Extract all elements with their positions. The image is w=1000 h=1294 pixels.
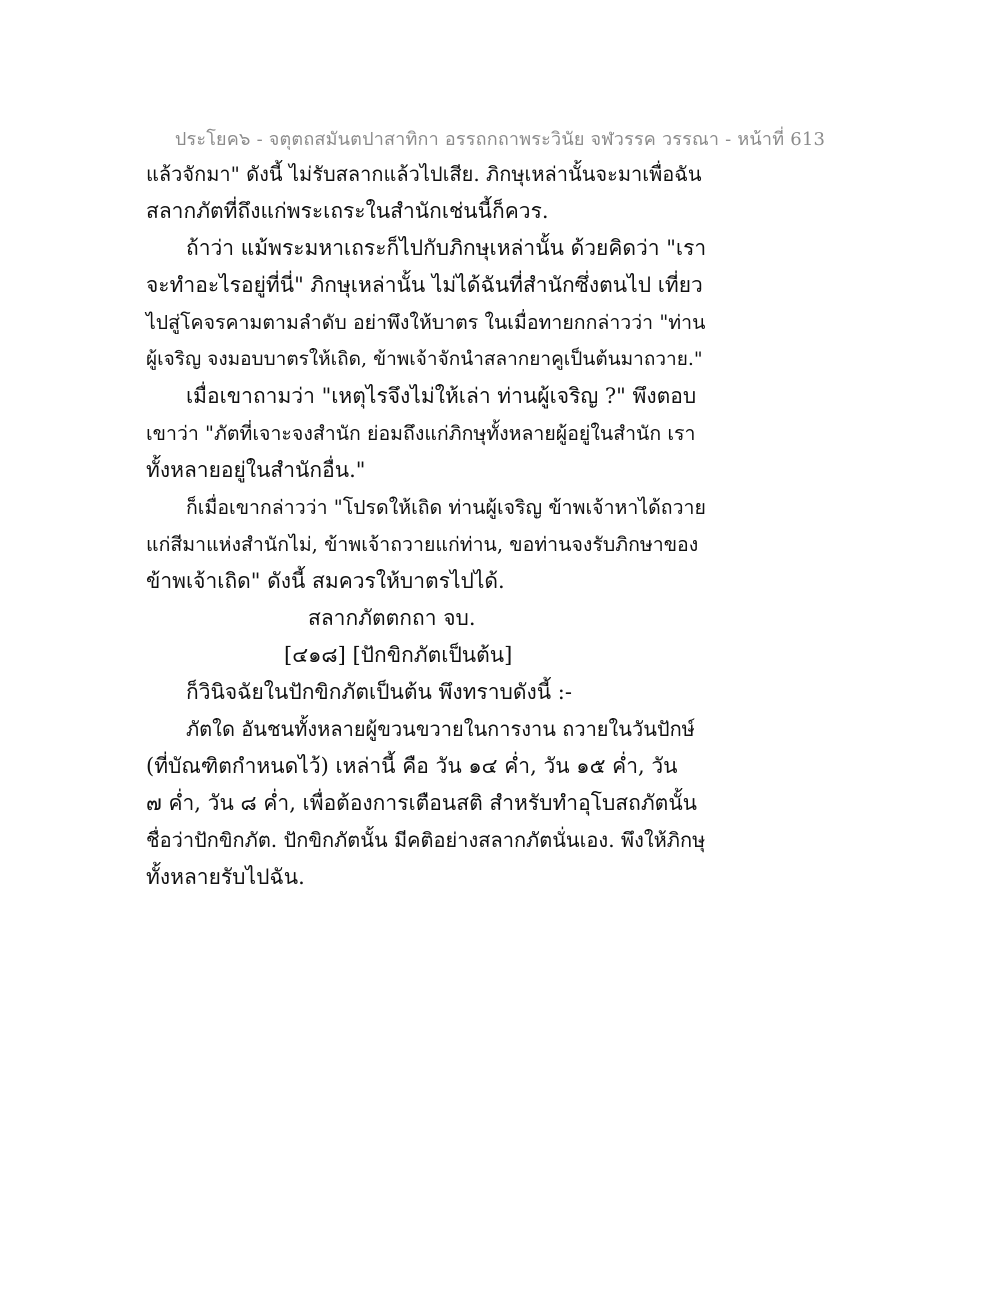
text-line: ผู้เจริญ จงมอบบาตรให้เถิด, ข้าพเจ้าจักนำสลากยาคูเป็นต้นมาถวาย." (146, 348, 703, 370)
text-line: ไปสู่โคจรคามตามลำดับ อย่าพึงให้บาตร ในเมื่อทายกกล่าวว่า "ท่าน (146, 311, 706, 334)
text-line: (ที่บัณฑิตกำหนดไว้) เหล่านี้ คือ วัน ๑๔ ค่ำ, วัน ๑๕ ค่ำ, วัน (146, 754, 678, 778)
text-line: จะทำอะไรอยู่ที่นี่" ภิกษุเหล่านั้น ไม่ได้ฉันที่สำนักซึ่งตนไป เที่ยว (146, 273, 703, 297)
section-end-label: สลากภัตตกถา จบ. (308, 606, 476, 630)
page-header: ประโยค๖ - จตุตถสมันตปาสาทิกา อรรถกถาพระวินัย จฬวรรค วรรณา - หน้าที่ 613 (174, 129, 826, 150)
paragraph-first-line: ก็วินิจฉัยในปักขิกภัตเป็นต้น พึงทราบดังนี้ :- (186, 680, 572, 704)
text-line: ชื่อว่าปักขิกภัต. ปักขิกภัตนั้น มีคติอย่างสลากภัตนั่นเอง. พึงให้ภิกษุ (146, 828, 706, 852)
paragraph-first-line: เมื่อเขาถามว่า "เหตุไรจึงไม่ให้เล่า ท่านผู้เจริญ ?" พึงตอบ (186, 384, 697, 408)
text-line: เขาว่า "ภัตที่เจาะจงสำนัก ย่อมถึงแก่ภิกษุทั้งหลายผู้อยู่ในสำนัก เรา (146, 422, 696, 445)
body-text (146, 156, 706, 896)
text-line: สลากภัตที่ถึงแก่พระเถระในสำนักเช่นนี้ก็ควร. (146, 199, 549, 223)
paragraph-first-line: ก็เมื่อเขากล่าวว่า "โปรดให้เถิด ท่านผู้เจริญ ข้าพเจ้าหาได้ถวาย (186, 496, 706, 519)
section-heading: [๔๑๘] [ปักขิกภัตเป็นต้น] (284, 643, 513, 667)
text-line: ข้าพเจ้าเถิด" ดังนี้ สมควรให้บาตรไปได้. (146, 569, 505, 593)
paragraph-first-line: ถ้าว่า แม้พระมหาเถระก็ไปกับภิกษุเหล่านั้น ด้วยคิดว่า "เรา (186, 236, 707, 260)
text-line: ทั้งหลายรับไปฉัน. (146, 865, 305, 889)
text-line: แล้วจักมา" ดังนี้ ไม่รับสลากแล้วไปเสีย. ภิกษุเหล่านั้นจะมาเพื่อฉัน (146, 162, 702, 186)
paragraph-first-line: ภัตใด อันชนทั้งหลายผู้ขวนขวายในการงาน ถวายในวันปักษ์ (186, 717, 695, 741)
text-line: ๗ ค่ำ, วัน ๘ ค่ำ, เพื่อต้องการเตือนสติ สำหรับทำอุโบสถภัตนั้น (146, 791, 698, 815)
text-line: ทั้งหลายอยู่ในสำนักอื่น." (146, 458, 366, 482)
text-line: แก่สีมาแห่งสำนักไม่, ข้าพเจ้าถวายแก่ท่าน, ขอท่านจงรับภิกษาของ (146, 533, 699, 556)
